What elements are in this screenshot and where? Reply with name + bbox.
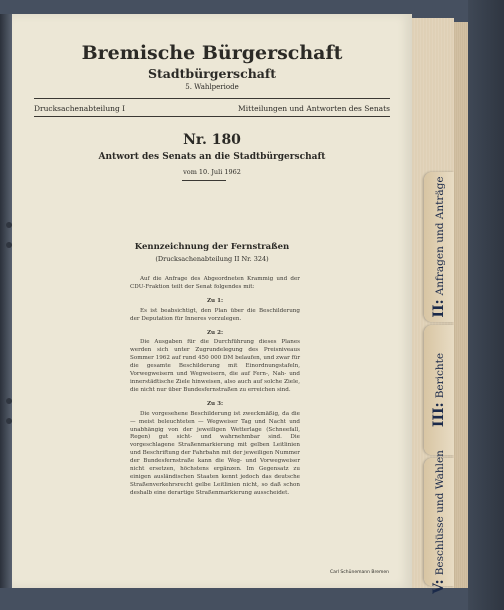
zu3-label: Zu 3: [206,400,224,407]
topic-heading: Kennzeichnung der Fernstraßen [134,242,290,252]
page-subtitle: Stadtbürgerschaft [147,66,277,81]
header-rule [34,98,390,99]
zu1-paragraph: Es ist beabsichtigt, den Plan über die Beschilderung der Deputation für Inneres vorzulegen. [130,307,300,322]
section-category: Mitteilungen und Antworten des Senats [238,104,390,113]
tab-anfragen-antraege[interactable] [424,172,454,322]
tab-number: V: [431,579,447,594]
printer-imprint: Carl Schünemann Bremen [330,570,389,575]
binder-left-edge [0,14,12,588]
document-number: Nr. 180 [183,132,241,148]
zu1-label: Zu 1: [206,297,224,304]
tab-number: III: [431,402,447,428]
legislative-period: 5. Wahlperiode [185,83,239,91]
page-title: Bremische Bürgerschaft [81,42,343,64]
tab-label: Anfragen und Anträge [434,176,446,296]
intro-paragraph: Auf die Anfrage des Abgeordneten Krammig und der CDU-Fraktion teilt der Senat folgendes mit: [130,276,300,290]
section-label: Drucksachenabteilung I [34,104,126,113]
date-rule [182,180,226,181]
tab-beschluesse-wahlen[interactable] [424,450,454,594]
tab-berichte[interactable] [424,325,454,455]
zu2-label: Zu 2: [206,329,224,336]
zu3-paragraph: Die vorgesehene Beschilderung ist zweckmäßig, da die — meist beleuchteten — Wegweiser Tag und Nacht und unabhängig von der jeweiligen Wetterlage (Schneefall, Regen) gut sicht- und wahrnehmbar sind. Die vorgeschlagene Straßenmarkierung mit gelben Leitlinien und Beschriftung der Fahrbahn mit der jeweiligen Nummer der Bundesfernstraße kann die Weg- und Vorwegweiser nicht ersetzen, höchstens ergänzen. Im Gegensatz zu einigen ausländischen Staaten kennt jedoch das deutsche Straßenverkehrsrecht gelbe Leitlinien nicht, so daß schon deshalb eine derartige Straßenmarkierung ausscheidet. [130,410,300,496]
document-page [12,14,412,588]
tab-number: II: [431,299,447,318]
document-heading: Antwort des Senats an die Stadtbürgerschaft [98,152,326,162]
tab-label: Beschlüsse und Wahlen [434,450,446,576]
paper-stack-edge [454,22,468,588]
section-rule [34,116,390,117]
tab-label: Berichte [434,352,446,399]
document-date: vom 10. Juli 1962 [183,168,241,176]
topic-reference: (Drucksachenabteilung II Nr. 324) [155,255,269,263]
binder-right-edge [468,0,504,610]
zu2-paragraph: Die Ausgaben für die Durchführung dieses Planes werden sich unter Zugrundelegung des Preisniveaus Sommer 1962 auf rund 450 000 DM belaufen, und zwar für die gesamte Beschilderung mit Einordnungstafeln, Vorwegweisern und Wegweisern, die auf Fern-, Nah- und innerstädtische Ziele hinweisen, also auch auf solche Ziele, die nicht nur über Bundesfernstraßen zu erreichen sind. [130,339,300,393]
document-body [130,276,300,502]
